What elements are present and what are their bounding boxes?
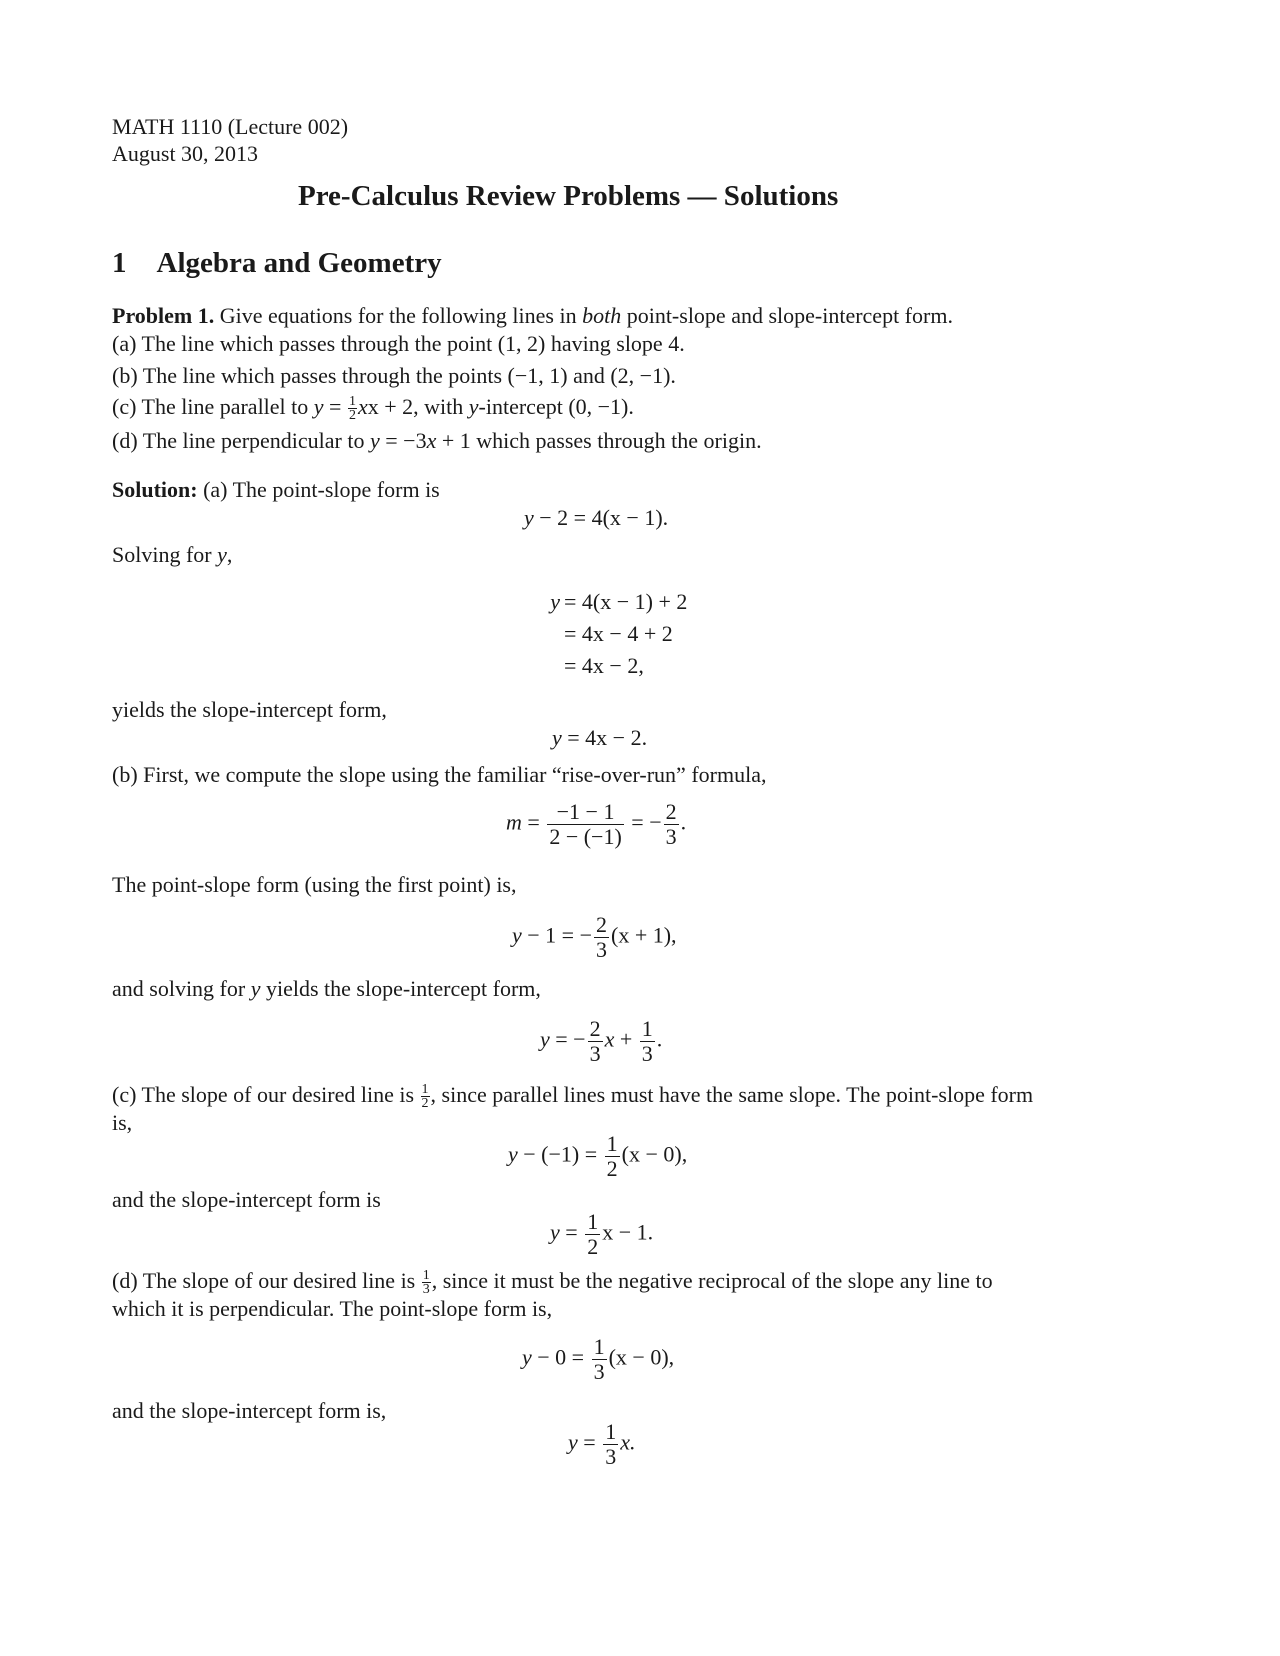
step-1: = 4(x − 1) + 2 — [564, 589, 688, 614]
equation-c-point-slope: y − (−1) = $\frac{1}{2}$ (x − 0), — [508, 1131, 688, 1181]
solution-b-point-slope-intro: The point-slope form (using the first point) is, — [112, 872, 517, 897]
equation-d-slope-intercept: y = $\frac{1}{3}$ x. — [568, 1419, 636, 1469]
section-title: Algebra and Geometry — [156, 247, 442, 279]
solution-d-intro: (d) The slope of our desired line is $\frac{1}{3}$ , since it must be the negative reciprocal of the slope any line to — [112, 1268, 993, 1298]
problem-intro-emph: both — [582, 303, 622, 328]
equation-b-slope: m = $\frac{-1 - 1}{2 - (-1)}$ = − $\frac{2}{3}$ . — [506, 799, 687, 849]
solution-label: Solution: — [112, 477, 198, 502]
problem-part-a: (a) The line which passes through the point (1, 2) having slope 4. — [112, 331, 685, 356]
page-title: Pre-Calculus Review Problems — Solutions — [298, 180, 839, 212]
equation-a-point-slope: y − 2 = 4(x − 1). — [524, 505, 669, 530]
solution-d-slope-intercept-intro: and the slope-intercept form is, — [112, 1398, 387, 1423]
section-number: 1 — [112, 247, 127, 279]
solution-d-intro-wrap: which it is perpendicular. The point-slope form is, — [112, 1296, 553, 1321]
step-2: = 4x − 4 + 2 — [564, 621, 673, 646]
date-label: August 30, 2013 — [112, 141, 259, 166]
problem-part-b: (b) The line which passes through the points (−1, 1) and (2, −1). — [112, 363, 676, 388]
solution-a-intro: Solution: (a) The point-slope form is — [112, 477, 440, 502]
equation-c-slope-intercept: y = $\frac{1}{2}$ x − 1. — [550, 1209, 654, 1259]
fraction-two-thirds: $\frac{2}{3}$ — [665, 799, 677, 849]
fraction-one-half: $\frac{1}{2}$ — [348, 394, 356, 424]
solution-b-slope-intercept-intro: and solving for y yields the slope-intercept form, — [112, 976, 541, 1001]
equation-d-point-slope: y − 0 = $\frac{1}{3}$ (x − 0), — [522, 1334, 675, 1384]
solution-c-intro-wrap: is, — [112, 1110, 133, 1135]
slope-fraction: $\frac{-1 - 1}{2 - (-1)}$ — [549, 799, 622, 849]
solution-c-intro: (c) The slope of our desired line is $\frac{1}{2}$ , since parallel lines must have the same slope. The point-slope form — [112, 1082, 1034, 1112]
step-3: = 4x − 2, — [564, 653, 644, 678]
equation-a-steps: y = 4(x − 1) + 2 = 4x − 4 + 2 = 4x − 2, — [550, 589, 688, 678]
equation-a-final: y = 4x − 2. — [552, 725, 648, 750]
solution-b-intro: (b) First, we compute the slope using the familiar “rise-over-run” formula, — [112, 762, 767, 787]
problem-part-c: (c) The line parallel to y = $\frac{1}{2}$ xx + 2, with y-intercept (0, −1). — [112, 394, 634, 424]
problem-part-d: (d) The line perpendicular to y = −3x + 1 which passes through the origin. — [112, 428, 762, 453]
problem-intro-before: Give equations for the following lines in — [219, 303, 577, 328]
solution-c-slope-intercept-intro: and the slope-intercept form is — [112, 1187, 381, 1212]
problem-label: Problem 1. — [112, 303, 215, 328]
yields-slope-intercept: yields the slope-intercept form, — [112, 697, 387, 722]
problem-statement — [112, 303, 953, 329]
course-label: MATH 1110 (Lecture 002) — [112, 114, 349, 139]
solving-for-y: Solving for y, — [112, 542, 233, 567]
equation-b-point-slope: y − 1 = − $\frac{2}{3}$ (x + 1), — [512, 912, 677, 962]
equation-b-slope-intercept: y = − $\frac{2}{3}$ x + $\frac{1}{3}$ . — [540, 1016, 663, 1066]
section-heading — [112, 247, 442, 279]
problem-intro-after: point-slope and slope-intercept form. — [626, 303, 953, 328]
